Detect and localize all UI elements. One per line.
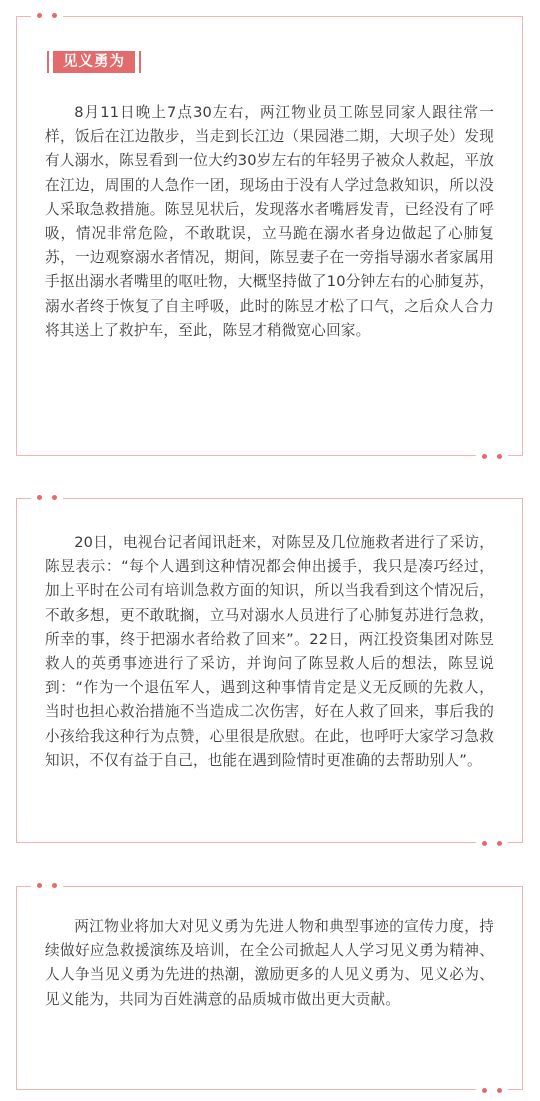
dot-decoration: [497, 454, 502, 459]
dot-decoration: [52, 883, 57, 888]
dot-decoration: [482, 454, 487, 459]
tag-right-bar: [139, 51, 141, 73]
section3-paragraph: 两江物业将加大对见义勇为先进人物和典型事迹的宣传力度，持续做好应急救援演练及培训，在全公司掀起人人学习见义勇为精神、人人争当见义勇为先进的热潮，激励更多的人见义勇为、见义必为、见义能为，共同为百姓满意的品质城市做出更大贡献。: [45, 918, 494, 1008]
section2-paragraph: 20日，电视台记者闻讯赶来，对陈昱及几位施救者进行了采访，陈昱表示：“每个人遇到这种情况都会伸出援手，我只是凑巧经过，加上平时在公司有培训急救方面的知识，所以当我看到这个情况后，不敢多想，更不敢耽搁，立马对溺水人员进行了心肺复苏进行急救，所幸的事，终于把溺水者给救了回来”。22日，两江投资集团对陈昱救人的英勇事迹进行了采访，并询问了陈昱救人后的想法，陈昱说到：“作为一个退伍军人，遇到这种事情肯定是义无反顾的先救人，当时也担心救治措施不当造成二次伤害，好在人救了回来，事后我的小孩给我这种行为点赞，心里很是欣慰。在此，也呼吁大家学习急救知识，不仅有益于自己，也能在遇到险情时更准确的去帮助别人”。: [45, 534, 494, 769]
section-tag: [47, 49, 141, 75]
top-dots-decoration: [31, 13, 63, 18]
dot-decoration: [52, 495, 57, 500]
dot-decoration: [497, 1088, 502, 1093]
dot-decoration: [482, 1088, 487, 1093]
top-dots-decoration: [31, 495, 63, 500]
tag-left-bar: [47, 51, 49, 73]
dot-decoration: [482, 841, 487, 846]
section-card-2: [16, 498, 523, 843]
top-dots-decoration: [31, 883, 63, 888]
section1-paragraph: 8月11日晚上7点30左右，两江物业员工陈昱同家人跟往常一样，饭后在江边散步，当走到长江边（果园港二期，大坝子处）发现有人溺水，陈昱看到一位大约30岁左右的年轻男子被众人救起，平放在江边，周围的人急作一团，现场由于没有人学过急救知识，所以没人采取急救措施。陈昱见状后，发现落水者嘴唇发青，已经没有了呼吸，情况非常危险，不敢耽误，立马跪在溺水者身边做起了心肺复苏，一边观察溺水者情况，期间，陈昱妻子在一旁指导溺水者家属用手抠出溺水者嘴里的呕吐物，大概坚持做了10分钟左右的心肺复苏，溺水者终于恢复了自主呼吸，此时的陈昱才松了口气，之后众人合力将其送上了救护车，至此，陈昱才稍微宽心回家。: [45, 104, 494, 339]
dot-decoration: [37, 13, 42, 18]
dot-decoration: [37, 495, 42, 500]
bottom-dots-decoration: [476, 1088, 508, 1093]
section-card-3: [16, 886, 523, 1090]
bottom-dots-decoration: [476, 841, 508, 846]
bottom-dots-decoration: [476, 454, 508, 459]
dot-decoration: [37, 883, 42, 888]
section-card-1: [16, 16, 523, 456]
tag-label: 见义勇为: [53, 51, 135, 73]
dot-decoration: [52, 13, 57, 18]
dot-decoration: [497, 841, 502, 846]
